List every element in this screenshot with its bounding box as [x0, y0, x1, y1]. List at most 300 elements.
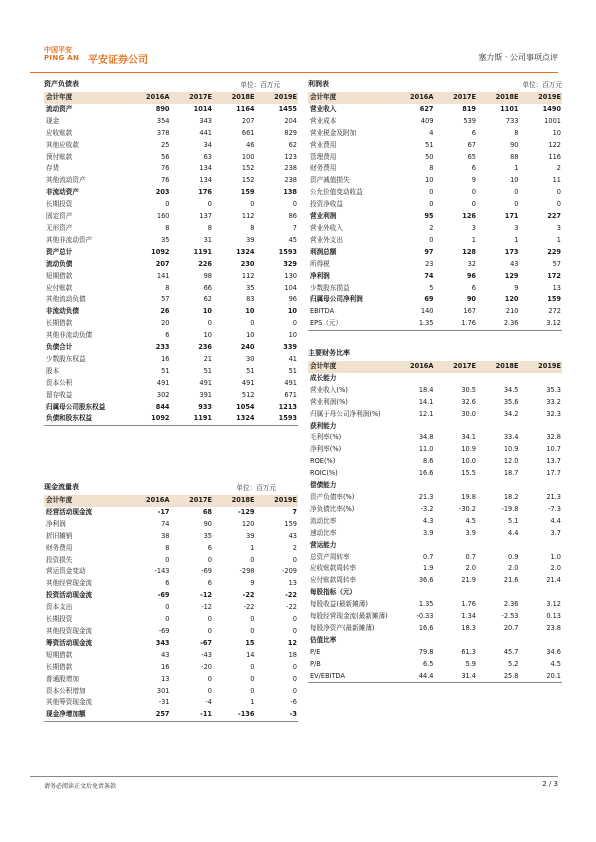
cell-value: 20.7: [503, 623, 519, 632]
ratios-table: [308, 361, 562, 683]
subsection-label: 每股指标（元）: [310, 588, 357, 597]
cell-value: 51: [246, 366, 255, 375]
table-row: [44, 152, 298, 164]
cell-value: 34: [203, 140, 212, 149]
cell-value: -22: [242, 591, 255, 600]
cell-value: 14: [246, 650, 255, 659]
cell-value: 76: [161, 164, 170, 173]
column-header: 2016A: [392, 361, 435, 373]
table-row: [308, 611, 562, 623]
cell-value: 1.76: [435, 318, 478, 330]
row-label: 应付账款周转率: [310, 576, 357, 585]
cell-value: 21.3: [546, 492, 561, 501]
cell-value: 134: [199, 164, 212, 173]
cell-value: -7.3: [548, 504, 561, 513]
row-label: 所得税: [310, 259, 330, 268]
row-label: 现金净增加额: [44, 709, 128, 721]
row-label: EV/EBITDA: [308, 671, 392, 683]
subsection-label: 偿债能力: [310, 481, 337, 490]
cell-value: -3.2: [420, 504, 434, 513]
cell-value: 2: [429, 223, 434, 232]
cell-value: 0: [250, 555, 255, 564]
row-label: 无形资产: [46, 223, 73, 232]
cell-value: 2: [556, 164, 561, 173]
table-header-row: [44, 92, 298, 104]
cell-value: 32.3: [546, 409, 561, 418]
cell-value: 31.4: [435, 671, 478, 683]
table-row: [44, 566, 298, 578]
cell-value: 0.7: [465, 552, 476, 561]
row-label: 股本: [46, 366, 60, 375]
row-label: 其他流动资产: [46, 176, 86, 185]
row-label: 营业收入(%): [310, 385, 348, 394]
cell-value: 4.5: [465, 516, 476, 525]
cell-value: 51: [288, 366, 297, 375]
cell-value: 20.1: [520, 671, 563, 683]
row-label: 短期借款: [46, 650, 73, 659]
cell-value: 0: [429, 200, 434, 209]
cell-value: 3.12: [520, 318, 563, 330]
cell-value: 21.4: [546, 576, 561, 585]
header-divider: [30, 72, 558, 73]
cell-value: 31: [203, 235, 212, 244]
cell-value: 227: [547, 212, 561, 221]
cell-value: 0: [165, 555, 170, 564]
table-row: [44, 140, 298, 152]
cell-value: 4.3: [423, 516, 434, 525]
row-label: P/B: [310, 659, 321, 668]
row-label: 净负债比率(%): [310, 504, 355, 513]
table-row: [308, 140, 562, 152]
cell-value: 0: [165, 200, 170, 209]
cell-value: -30.2: [458, 504, 476, 513]
table-row: [308, 211, 562, 223]
table-row: [308, 128, 562, 140]
table-row: [308, 373, 562, 385]
cell-value: 176: [198, 188, 212, 197]
cell-value: 5.9: [465, 659, 476, 668]
row-label: 筹资活动现金流: [46, 638, 93, 647]
cell-value: 0: [207, 674, 212, 683]
table-header-row: [308, 361, 562, 373]
table-row: [44, 318, 298, 330]
cell-value: 159: [240, 188, 255, 197]
row-label: 投资活动现金流: [46, 591, 93, 600]
cell-value: 0: [207, 615, 212, 624]
income-statement-table: [308, 92, 562, 331]
row-label: 其他经营现金流: [46, 579, 93, 588]
cell-value: 67: [467, 140, 476, 149]
cell-value: 3.12: [546, 600, 561, 609]
cell-value: 0: [292, 674, 297, 683]
cell-value: 141: [156, 271, 170, 280]
cell-value: 1191: [171, 413, 214, 425]
cell-value: 272: [548, 307, 561, 316]
table-row: [44, 390, 298, 402]
table-row: [44, 259, 298, 271]
row-label: 投资净收益: [310, 200, 343, 209]
cell-value: 34.2: [503, 409, 519, 418]
cell-value: 120: [241, 519, 255, 528]
table-row: [308, 575, 562, 587]
cell-value: 301: [156, 686, 170, 695]
table-row: [44, 330, 298, 342]
table-row: [308, 528, 562, 540]
subsection-label: 获利能力: [310, 421, 337, 430]
cell-value: 45: [288, 235, 297, 244]
table-row: [44, 271, 298, 283]
table-row: [44, 686, 298, 698]
row-label: 非流动负债: [46, 307, 79, 316]
row-label: 非流动资产: [46, 188, 79, 197]
income-statement-unit: 单位：百万元: [522, 81, 562, 89]
cell-value: 0: [556, 188, 561, 197]
cell-value: 1.35: [392, 318, 435, 330]
cell-value: 74: [161, 519, 170, 528]
column-header: 2018E: [213, 92, 256, 104]
logo-en-text: PING AN: [44, 54, 80, 62]
cell-value: 4.5: [550, 659, 561, 668]
table-row: [44, 175, 298, 187]
cell-value: 51: [161, 366, 170, 375]
cell-value: 1324: [236, 247, 255, 256]
cell-value: 41: [288, 354, 297, 363]
table-row: [44, 602, 298, 614]
cell-value: 66: [203, 283, 212, 292]
cell-value: 18.7: [503, 469, 519, 478]
cell-value: 0: [207, 319, 212, 328]
ratios-title: 主要财务比率: [308, 349, 350, 357]
cell-value: 1.35: [418, 600, 434, 609]
cell-value: 1: [250, 543, 255, 552]
cell-value: 661: [241, 128, 255, 137]
cell-value: 1: [556, 235, 561, 244]
cell-value: 302: [156, 390, 170, 399]
table-row: [44, 163, 298, 175]
cell-value: 1092: [128, 413, 171, 425]
row-label: 营业税金及附加: [310, 128, 357, 137]
cell-value: 204: [284, 116, 297, 125]
company-name: 平安证券公司: [88, 55, 148, 66]
table-row: [308, 421, 562, 433]
table-row: [44, 543, 298, 555]
cell-value: 128: [462, 247, 476, 256]
cell-value: 203: [155, 188, 170, 197]
cell-value: -69: [158, 626, 170, 635]
cell-value: 33.4: [503, 433, 519, 442]
row-label: 速动比率: [310, 528, 337, 537]
cell-value: 10: [287, 307, 297, 316]
cell-value: 1: [471, 235, 476, 244]
row-label: P/E: [310, 647, 321, 656]
row-label: 营业利润(%): [310, 397, 348, 406]
cell-value: 0: [514, 200, 519, 209]
table-row: [308, 294, 562, 306]
column-header: 2019E: [256, 92, 299, 104]
cell-value: 5.1: [508, 516, 519, 525]
cell-value: 7: [292, 223, 297, 232]
cell-value: 23: [425, 259, 434, 268]
cell-value: 4.4: [550, 516, 561, 525]
column-header: 2016A: [128, 495, 171, 507]
row-label: 归属母公司净利润: [310, 295, 363, 304]
row-label: 归属于母公司净利润(%): [310, 409, 381, 418]
cell-value: 123: [284, 152, 297, 161]
cell-value: 0: [250, 674, 255, 683]
cell-value: 21.6: [503, 576, 519, 585]
cell-value: 933: [198, 402, 212, 411]
table-row: [44, 531, 298, 543]
cell-value: 62: [288, 140, 297, 149]
table-row: [308, 516, 562, 528]
cell-value: 733: [505, 116, 519, 125]
cell-value: 50: [425, 152, 434, 161]
cell-value: 16.6: [418, 623, 434, 632]
cell-value: 1: [514, 235, 519, 244]
cell-value: 63: [203, 152, 212, 161]
table-row: [44, 235, 298, 247]
cell-value: 32.6: [461, 397, 476, 406]
table-row: [308, 187, 562, 199]
column-header: 2016A: [392, 92, 435, 104]
cell-value: 51: [203, 366, 212, 375]
cell-value: 13: [288, 579, 297, 588]
cell-value: 10: [288, 331, 297, 340]
cell-value: 0: [165, 603, 170, 612]
cell-value: 83: [246, 295, 255, 304]
cell-value: -6: [290, 698, 297, 707]
row-label: 营业费用: [310, 140, 337, 149]
cell-value: 257: [128, 709, 171, 721]
cell-value: 233: [155, 343, 170, 352]
cell-value: 100: [241, 152, 255, 161]
cell-value: 329: [283, 259, 297, 268]
cell-value: 12: [287, 638, 297, 647]
cell-value: 12.1: [418, 409, 434, 418]
cell-value: -4: [205, 698, 212, 707]
table-row: [44, 247, 298, 259]
table-row: [44, 578, 298, 590]
cell-value: 25.8: [477, 671, 520, 683]
table-row: [308, 587, 562, 599]
cell-value: 19.8: [461, 492, 476, 501]
cell-value: 38: [161, 531, 170, 540]
cell-value: 3.9: [465, 528, 476, 537]
cell-value: 8.6: [423, 457, 434, 466]
cell-value: 39: [246, 235, 255, 244]
cell-value: -22: [285, 591, 297, 600]
cell-value: 35: [246, 283, 255, 292]
column-header: 2019E: [520, 361, 563, 373]
table-row: [44, 104, 298, 116]
cell-value: 18: [288, 650, 297, 659]
cell-value: 152: [241, 176, 255, 185]
row-label: 净利润: [46, 519, 66, 528]
row-label: 总资产周转率: [310, 552, 350, 561]
column-header: 2017E: [171, 92, 214, 104]
cell-value: 819: [462, 104, 476, 113]
cell-value: 35: [161, 235, 170, 244]
table-row: [44, 555, 298, 567]
cell-value: 9: [471, 176, 476, 185]
cell-value: -17: [157, 507, 170, 516]
cell-value: 240: [240, 343, 255, 352]
cell-value: 207: [155, 259, 170, 268]
row-label: 营运资金变动: [46, 567, 86, 576]
cell-value: 167: [463, 307, 476, 316]
cell-value: 4: [429, 128, 434, 137]
cell-value: 44.4: [392, 671, 435, 683]
cell-value: 0: [429, 235, 434, 244]
row-label: 营业利润: [310, 212, 337, 221]
cell-value: 32.8: [546, 433, 561, 442]
cell-value: 3: [556, 223, 561, 232]
cell-value: -12: [201, 603, 212, 612]
cell-value: 512: [241, 390, 255, 399]
cell-value: 98: [203, 271, 212, 280]
cell-value: 1593: [278, 247, 297, 256]
cell-value: 0.9: [508, 552, 519, 561]
page-number: 2 / 3: [542, 780, 558, 788]
cell-value: 23.8: [546, 623, 561, 632]
row-label: 资本公积增加: [46, 686, 86, 695]
cell-value: 138: [283, 188, 297, 197]
cell-value: -0.33: [416, 612, 434, 621]
cell-value: 62: [203, 295, 212, 304]
cell-value: 2: [292, 543, 297, 552]
table-row: [308, 432, 562, 444]
cell-value: 6: [471, 128, 476, 137]
cell-value: 3.7: [550, 528, 561, 537]
cell-value: 57: [161, 295, 170, 304]
cell-value: 26: [160, 307, 170, 316]
cell-value: 0: [250, 319, 255, 328]
cell-value: 7: [292, 507, 297, 516]
table-row: [44, 199, 298, 211]
cell-value: 343: [199, 116, 212, 125]
cell-value: 43: [510, 259, 519, 268]
cell-value: 16: [161, 354, 170, 363]
cell-value: 409: [420, 116, 434, 125]
table-row: [308, 492, 562, 504]
cell-value: 45.7: [503, 647, 519, 656]
table-row: [308, 480, 562, 492]
row-label: 每股净资产(最新摊薄): [310, 623, 375, 632]
cell-value: -69: [201, 567, 212, 576]
cell-value: 10: [552, 128, 561, 137]
cell-value: 6: [471, 164, 476, 173]
cell-value: -3: [256, 709, 299, 721]
cell-value: 20: [161, 319, 170, 328]
cell-value: 9: [514, 283, 519, 292]
page-header: [44, 46, 558, 72]
row-label: 其他投资现金流: [46, 626, 93, 635]
cell-value: 8: [165, 223, 170, 232]
cell-value: 0: [429, 188, 434, 197]
row-label: 应收账款周转率: [310, 564, 357, 573]
cell-value: 57: [552, 259, 561, 268]
row-label: 少数股东损益: [310, 283, 350, 292]
cell-value: 1164: [236, 104, 255, 113]
cell-value: -20: [201, 662, 212, 671]
table-row: [308, 306, 562, 318]
cell-value: 79.8: [418, 647, 434, 656]
row-label: 资产减值损失: [310, 176, 350, 185]
table-row: [44, 614, 298, 626]
cell-value: 13: [552, 283, 561, 292]
cell-value: 10: [202, 307, 212, 316]
cell-value: 30.0: [461, 409, 476, 418]
cell-value: 30.5: [461, 385, 476, 394]
row-label: 现金: [46, 116, 60, 125]
cell-value: 96: [288, 295, 297, 304]
income-statement-section: [308, 77, 562, 331]
cell-value: 13.7: [546, 457, 561, 466]
row-label: 资产总计: [46, 247, 73, 256]
row-label: 折旧摊销: [46, 531, 73, 540]
row-label: 资本公积: [46, 378, 73, 387]
cell-value: 1455: [278, 104, 297, 113]
cell-value: 230: [240, 259, 255, 268]
row-label: 预付账款: [46, 152, 73, 161]
table-row: [44, 709, 298, 721]
report-title: 塞力斯 · 公司事项点评: [478, 53, 558, 62]
cell-value: 32: [467, 259, 476, 268]
table-row: [308, 504, 562, 516]
cell-value: 5.2: [508, 659, 519, 668]
cell-value: 0: [250, 200, 255, 209]
cell-value: 1001: [544, 116, 561, 125]
cell-value: 339: [283, 343, 297, 352]
cell-value: 18.2: [503, 492, 519, 501]
row-label: 营业外支出: [310, 235, 343, 244]
row-label: 毛利率(%): [310, 433, 342, 442]
cell-value: -11: [171, 709, 214, 721]
table-row: [308, 444, 562, 456]
cell-value: 0: [292, 200, 297, 209]
cell-value: 0: [292, 626, 297, 635]
cell-value: 51: [425, 140, 434, 149]
cell-value: 0: [250, 686, 255, 695]
income-statement-title: 利润表: [308, 80, 329, 88]
cell-value: -19.8: [501, 504, 519, 513]
row-label: 普通股增加: [46, 674, 79, 683]
cell-value: 2.36: [477, 318, 520, 330]
cell-value: 0: [165, 615, 170, 624]
balance-sheet-table: [44, 92, 298, 426]
column-header: 2017E: [171, 495, 214, 507]
cell-value: 11.0: [418, 445, 434, 454]
row-label: 归属母公司股东权益: [46, 402, 106, 411]
row-label: 少数股东权益: [46, 354, 86, 363]
cell-value: 129: [504, 271, 519, 280]
cell-value: -298: [239, 567, 255, 576]
cell-value: 890: [155, 104, 170, 113]
table-row: [44, 674, 298, 686]
cell-value: 25: [161, 140, 170, 149]
cell-value: 1.34: [461, 612, 476, 621]
column-header: 2019E: [520, 92, 563, 104]
table-row: [308, 223, 562, 235]
cell-value: 18.3: [461, 623, 476, 632]
cell-value: 491: [156, 378, 170, 387]
cell-value: 1.0: [550, 552, 561, 561]
row-label: 流动资产: [46, 104, 73, 113]
cell-value: 1191: [193, 247, 212, 256]
cell-value: 0: [292, 662, 297, 671]
table-row: [308, 659, 562, 671]
table-header-row: [44, 495, 298, 507]
